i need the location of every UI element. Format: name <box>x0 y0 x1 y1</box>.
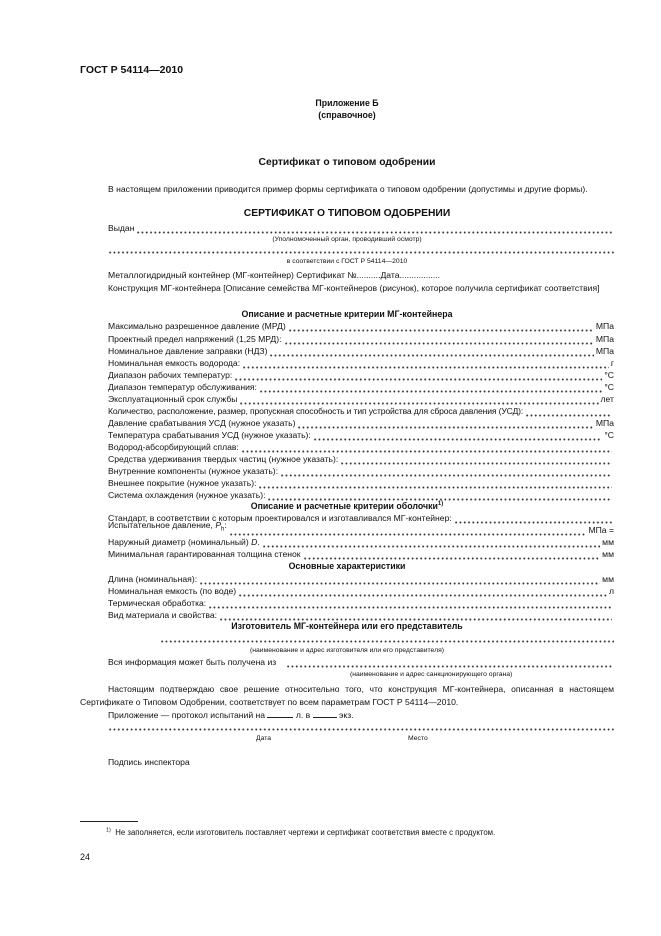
issued-caption: (Уполномоченный орган, проводивший осмотр) <box>272 236 422 243</box>
manufacturer-caption: (наименование и адрес изготовителя или его представителя) <box>249 647 445 654</box>
info-source-line: Вся информация может быть получена из <box>108 656 614 668</box>
row-outer-diameter: Наружный диаметр (номинальный) D. мм <box>108 537 614 547</box>
row-standard: Стандарт, в соответствии с которым проектировался и изготавливался МГ-контейнер: <box>108 512 614 524</box>
row-stress-limit: Проектный предел напряжений (1,25 МРД): МПа <box>108 334 614 344</box>
certificate-heading: СЕРТИФИКАТ О ТИПОВОМ ОДОБРЕНИИ <box>243 208 451 219</box>
row-internal-components: Внутренние компоненты (нужное указать): <box>108 465 614 477</box>
row-service-temp: Диапазон температур обслуживания: °С <box>108 382 614 392</box>
row-cooling-system: Система охлаждения (нужное указать): <box>108 489 614 501</box>
intro-paragraph: В настоящем приложении приводится пример формы сертификата о типовом одобрении (допустимы и другие формы). <box>108 184 588 194</box>
container-line: Металлогидридный контейнер (МГ-контейнер) Сертификат №..........Дата................. <box>108 270 441 280</box>
row-prd-info: Количество, расположение, размер, пропускная способность и тип устройства для сброса давления (УСД): <box>108 405 614 417</box>
row-external-coating: Внешнее покрытие (нужное указать): <box>108 477 614 489</box>
annex-title: Приложение Б <box>315 98 379 108</box>
row-max-pressure: Максимально разрешенное давление (МРД) МПа <box>108 321 614 331</box>
blank-line <box>108 251 614 254</box>
footnote-mark: 1) <box>437 501 444 508</box>
annex-note: (справочное) <box>318 110 376 120</box>
info-source-caption: (наименование и адрес санкционирующего органа) <box>350 671 513 678</box>
row-length: Длина (номинальная): мм <box>108 574 614 584</box>
row-material: Вид материала и свойства: <box>108 609 614 621</box>
section-shell-criteria-title: Описание и расчетные критерии оболочки$^{1)}$ <box>250 501 444 511</box>
footnote-divider <box>80 821 138 822</box>
row-alloy: Водород-абсорбирующий сплав: <box>108 441 614 453</box>
manufacturer-line <box>160 640 614 643</box>
row-particle-retention: Средства удерживания твердых частиц (нужное указать): <box>108 453 614 465</box>
inspector-signature-label: Подпись инспектора <box>108 757 190 767</box>
footnote: $^{1)}$ Не заполняется, если изготовитель поставляет чертежи и сертификат соответствия вместе с продуктом. <box>106 827 496 837</box>
row-test-pressure: Испытательное давление, $P_h$: МПа = <box>108 520 614 535</box>
standard-header: ГОСТ Р 54114—2010 <box>80 64 184 76</box>
row-fill-pressure: Номинальное давление заправки (НДЗ) МПа <box>108 346 614 356</box>
place-label: Место <box>408 735 428 742</box>
section-container-criteria-title: Описание и расчетные критерии МГ-контейнера <box>241 309 453 319</box>
accordance-caption: в соответствии с ГОСТ Р 54114—2010 <box>286 258 408 265</box>
design-paragraph: Конструкция МГ-контейнера [Описание семейства МГ-контейнеров (рисунок), которое получила сертификат соответствия] <box>108 283 600 293</box>
document-title: Сертификат о типовом одобрении <box>258 157 436 168</box>
row-service-life: Эксплуатационный срок службы лет <box>108 394 614 404</box>
row-water-capacity: Номинальная емкость (по воде) л <box>108 586 614 596</box>
issued-line <box>108 222 614 234</box>
confirmation-paragraph: Настоящим подтверждаю свое решение относительно того, что конструкция МГ-контейнера, описанная в настоящем Сертификате о Типовом Одобрении, соответствует по всем параметрам ГОСТ Р 54114—2010. <box>80 684 614 707</box>
row-hydrogen-capacity: Номинальная емкость водорода: г <box>108 358 614 368</box>
row-prd-temperature: Температура срабатывания УСД (нужное указать): °С <box>108 430 614 440</box>
section-main-characteristics-title: Основные характеристики <box>288 561 406 571</box>
issued-label: Выдан <box>108 223 135 233</box>
date-label: Дата <box>256 735 272 742</box>
section-manufacturer-title: Изготовитель МГ-контейнера или его представитель <box>231 621 463 631</box>
row-working-temp: Диапазон рабочих температур: °С <box>108 370 614 380</box>
row-prd-pressure: Давление срабатывания УСД (нужное указать) МПа <box>108 418 614 428</box>
row-wall-thickness: Минимальная гарантированная толщина стенок мм <box>108 549 614 559</box>
page-number: 24 <box>80 852 91 862</box>
date-place-line <box>108 728 614 731</box>
row-heat-treatment: Термическая обработка: <box>108 597 614 609</box>
protocol-line: Приложение — протокол испытаний на л. в экз. <box>108 710 354 720</box>
